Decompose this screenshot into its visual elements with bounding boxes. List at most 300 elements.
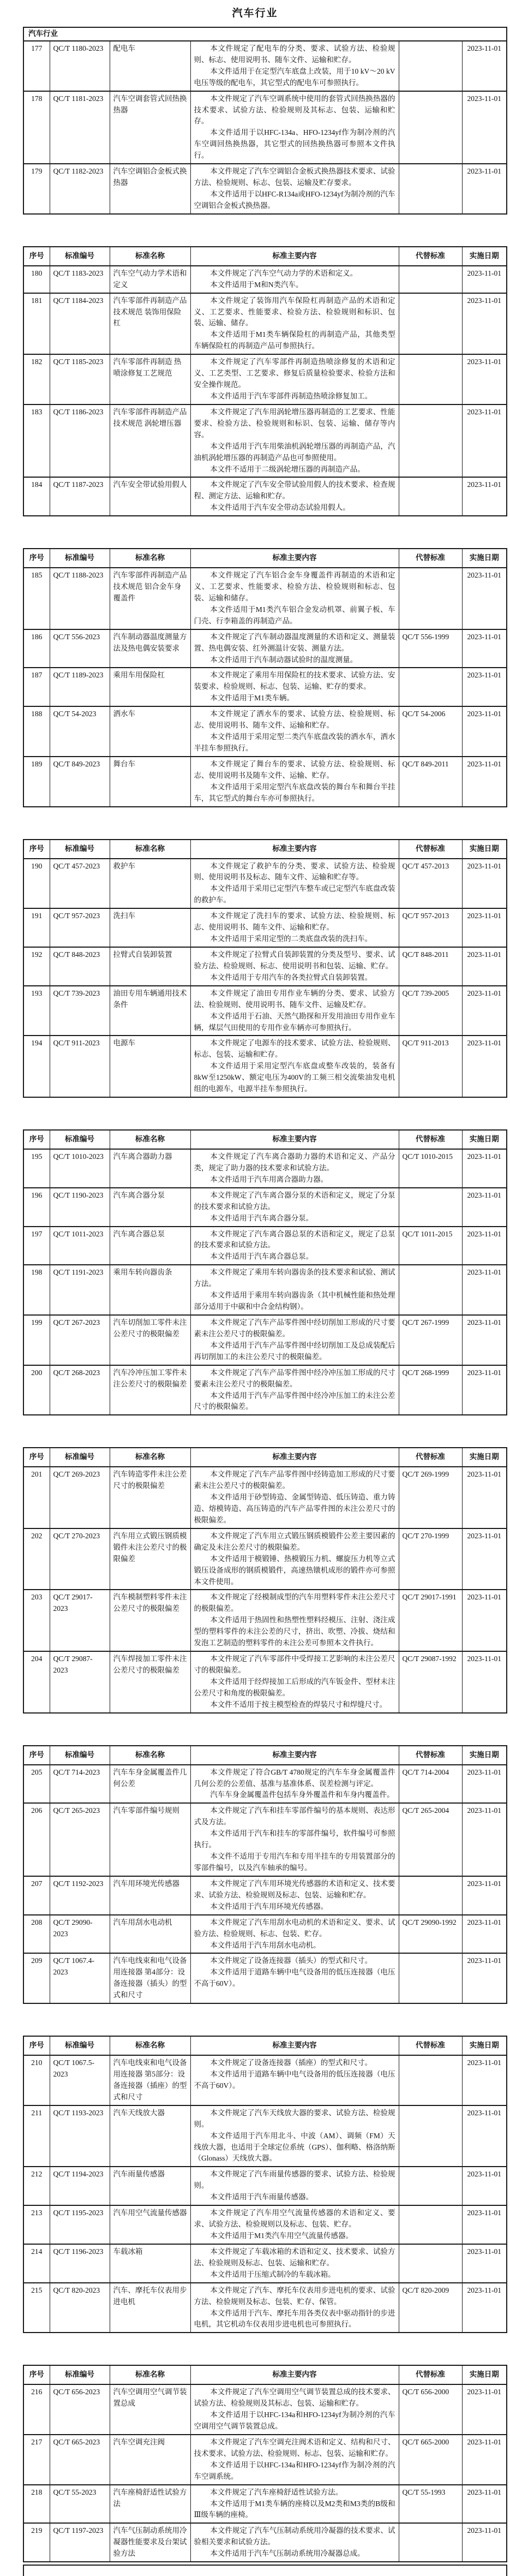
cell-implementation-date: 2023-11-01 (462, 1876, 507, 1915)
cell-standard-name: 汽车用立式锻压钢质模锻件未注公差尺寸的极限偏差 (110, 1528, 190, 1590)
column-header-row (23, 840, 507, 859)
cell-replaced-standard (399, 1953, 462, 2003)
cell-standard-code: QC/T 1185-2023 (50, 354, 110, 404)
cell-main-content (190, 706, 399, 757)
cell-standard-code: QC/T 29087-2023 (50, 1651, 110, 1713)
cell-implementation-date: 2023-11-01 (462, 1590, 507, 1651)
cell-replaced-standard (399, 2105, 462, 2167)
column-header: 代替标准 (399, 1746, 462, 1765)
cell-implementation-date: 2023-11-01 (462, 1265, 507, 1315)
cell-replaced-standard: QC/T 269-1999 (399, 1467, 462, 1528)
content-paragraph: 本文件规定了经模制成型的汽车用塑料零件未注公差尺寸的极限偏差。 (194, 1593, 395, 1613)
content-paragraph: 本文件适用于M1类车辆。 (210, 694, 294, 703)
cell-standard-code: QC/T 739-2023 (50, 986, 110, 1036)
cell-standard-name: 汽车电线束和电气设备用连接器 第5部分：设备连接器（插座）的型式和尺寸 (110, 2055, 190, 2105)
content-paragraph: 本文件规定了洒水车的要求、试验方法、检验规则、标志、使用说明书、随车文件、运输和贮存。 (194, 710, 395, 730)
column-header: 序号 (23, 840, 50, 859)
content-paragraph: 本文件规定了汽车离合器总泵的术语和定义，规定了总泵的技术要求和试验方法。 (194, 1229, 395, 1250)
cell-main-content (190, 908, 399, 947)
content-paragraph: 本文件规定了汽车产品零件图中经冷冲压加工形成的尺寸要素未注公差尺寸的极限偏差。 (194, 1368, 395, 1388)
cell-implementation-date: 2023-11-01 (462, 293, 507, 355)
cell-standard-name: 汽车车身金属覆盖件几何公差 (110, 1765, 190, 1804)
content-paragraph: 本文件规定了救护车的分类、要求、试验方法、检验规则、使用说明书及标志、随车文件、运输和贮存等。 (194, 861, 395, 882)
table-row (23, 1188, 507, 1227)
column-header: 实施日期 (462, 1448, 507, 1467)
cell-implementation-date: 2023-11-01 (462, 1315, 507, 1365)
content-paragraph: 本文件适用于汽车产品零件图中经冷冲压加工的未注公差尺寸的极限偏差。 (194, 1391, 395, 1411)
section-label: 汽车行业 (23, 27, 507, 41)
content-paragraph: 本文件适用于石油、天然气勘探和开发用油田专用作业车辆，煤层气田使用的专用作业车辆亦可参照执行。 (194, 1012, 395, 1032)
cell-serial-number: 196 (23, 1188, 50, 1227)
cell-main-content (190, 1467, 399, 1528)
cell-replaced-standard (399, 477, 462, 516)
content-paragraph: 本文件规定了汽车铝合金车身覆盖件再制造的术语和定义、工艺要求、性能要求、检验方法、检验规则和标志、包装、运输和储存。 (194, 571, 395, 602)
cell-serial-number: 197 (23, 1227, 50, 1265)
cell-serial-number: 218 (23, 2485, 50, 2524)
content-paragraph: 本文件适用于专用汽车的各类拉臂式自装卸装置。 (210, 973, 373, 981)
cell-implementation-date: 2023-11-01 (462, 41, 507, 91)
cell-standard-code: QC/T 265-2023 (50, 1803, 110, 1876)
table-row (23, 2105, 507, 2167)
cell-standard-name: 汽车焊接加工零件未注公差尺寸的极限偏差 (110, 1651, 190, 1713)
cell-replaced-standard: QC/T 656-2000 (399, 2384, 462, 2435)
cell-replaced-standard: QC/T 55-1993 (399, 2485, 462, 2524)
content-paragraph: 本文件规定了汽车离合器助力器的术语和定义、产品分类，规定了助力器的技术要求和试验方法。 (194, 1152, 395, 1172)
table-row (23, 629, 507, 668)
cell-serial-number: 177 (23, 41, 50, 91)
cell-implementation-date: 2023-11-01 (462, 266, 507, 293)
next-table-partial-edge (23, 2565, 507, 2576)
cell-main-content (190, 757, 399, 807)
table-row (23, 2283, 507, 2333)
standards-table (23, 1447, 507, 1713)
content-paragraph: 本文件适用于热固性和热塑性塑料经模压、注射、浇注成型的塑料零件的未注公差的尺寸，挤出、吹塑、冷拔、烧结和发泡工艺制造的塑料零件的未注公差可参照本文件执行。 (194, 1616, 395, 1647)
content-paragraph: 本文件适用于乘用车转向器齿条（其中机械性能和热处理部分适用于中碳和中合金结构钢）。 (194, 1291, 395, 1311)
cell-standard-name: 汽车雨量传感器 (110, 2167, 190, 2205)
column-header: 标准名称 (110, 247, 190, 266)
cell-standard-code: QC/T 957-2023 (50, 908, 110, 947)
cell-serial-number: 206 (23, 1803, 50, 1876)
cell-implementation-date: 2023-11-01 (462, 2205, 507, 2244)
cell-serial-number: 203 (23, 1590, 50, 1651)
column-header: 序号 (23, 1448, 50, 1467)
cell-replaced-standard (399, 568, 462, 629)
column-header: 标准编号 (50, 2036, 110, 2055)
cell-standard-name: 汽车零部件再制造产品技术规范 铝合金车身覆盖件 (110, 568, 190, 629)
cell-implementation-date: 2023-11-01 (462, 1227, 507, 1265)
cell-main-content (190, 859, 399, 909)
content-paragraph: 本文件适用于汽车制动器试验时的温度测量。 (210, 655, 358, 664)
content-paragraph: 本文件规定了汽车零部件中受焊接工艺影响的未注公差尺寸的极限偏差。 (194, 1655, 395, 1675)
table-row (23, 1651, 507, 1713)
cell-implementation-date: 2023-11-01 (462, 947, 507, 986)
cell-standard-name: 汽车模制塑料零件未注公差尺寸的极限偏差 (110, 1590, 190, 1651)
column-header: 标准名称 (110, 2036, 190, 2055)
cell-main-content (190, 986, 399, 1036)
column-header: 标准名称 (110, 1448, 190, 1467)
column-header-row (23, 2036, 507, 2055)
cell-standard-code: QC/T 269-2023 (50, 1467, 110, 1528)
cell-standard-name: 汽车用空气流量传感器 (110, 2205, 190, 2244)
cell-implementation-date: 2023-11-01 (462, 2384, 507, 2435)
table-row (23, 1036, 507, 1097)
cell-implementation-date: 2023-11-01 (462, 757, 507, 807)
cell-standard-code: QC/T 268-2023 (50, 1365, 110, 1415)
content-paragraph: 本文件规定了装饰用汽车保险杠再制造产品的术语和定义、工艺要求、性能要求、检验方法、检验规则和标识、包装、运输、储存。 (194, 296, 395, 328)
cell-main-content (190, 1365, 399, 1415)
cell-standard-code: QC/T 1187-2023 (50, 477, 110, 516)
content-paragraph: 本文件适用于汽车离合器分泵。 (210, 1213, 314, 1222)
cell-implementation-date: 2023-11-01 (462, 1651, 507, 1713)
cell-serial-number: 184 (23, 477, 50, 516)
cell-standard-code: QC/T 29090-2023 (50, 1915, 110, 1954)
cell-standard-name: 汽车用环境光传感器 (110, 1876, 190, 1915)
cell-replaced-standard (399, 668, 462, 706)
cell-serial-number: 178 (23, 91, 50, 164)
cell-serial-number: 219 (23, 2523, 50, 2562)
content-paragraph: 本文件规定了汽车、摩托车仪表用步进电机的要求、试验方法、检验规则及标志、包装、贮存、保管。 (194, 2286, 395, 2306)
cell-standard-code: QC/T 457-2023 (50, 859, 110, 909)
cell-main-content (190, 404, 399, 478)
cell-main-content (190, 1765, 399, 1804)
table-row (23, 859, 507, 909)
content-paragraph: 本文件适用于采用定型二类汽车底盘改装的洒水车，洒水半挂车参照执行。 (194, 733, 395, 753)
cell-main-content (190, 1915, 399, 1954)
cell-standard-code: QC/T 1010-2023 (50, 1149, 110, 1188)
cell-standard-name: 汽车离合器总泵 (110, 1227, 190, 1265)
cell-implementation-date: 2023-11-01 (462, 2244, 507, 2283)
cell-serial-number: 208 (23, 1915, 50, 1954)
column-header: 序号 (23, 2365, 50, 2384)
table-row (23, 1876, 507, 1915)
cell-serial-number: 215 (23, 2283, 50, 2333)
cell-standard-code: QC/T 1186-2023 (50, 404, 110, 478)
cell-replaced-standard: QC/T 820-2009 (399, 2283, 462, 2333)
cell-implementation-date: 2023-11-01 (462, 404, 507, 478)
cell-standard-code: QC/T 1192-2023 (50, 1876, 110, 1915)
cell-main-content (190, 1528, 399, 1590)
content-paragraph: 本文件不适用于按主模型检查的焊装尺寸和焊缝尺寸。 (210, 1700, 387, 1709)
content-paragraph: 本文件适用于以HFC-134a、HFO-1234yf作为制冷剂的汽车空调回热换热器，其它型式的回热换热器可参照本文件执行。 (194, 128, 395, 160)
section-row (23, 27, 507, 41)
cell-replaced-standard (399, 293, 462, 355)
cell-standard-code: QC/T 849-2023 (50, 757, 110, 807)
cell-main-content (190, 568, 399, 629)
content-paragraph: 本文件适用于汽车用环境光传感器。 (210, 1902, 328, 1911)
cell-standard-code: QC/T 1184-2023 (50, 293, 110, 355)
content-paragraph: 本文件适用于以HFC-134a和HFO-1234yf作为制冷剂的汽车空调系统。 (194, 2460, 395, 2480)
cell-main-content (190, 2167, 399, 2205)
cell-serial-number: 216 (23, 2384, 50, 2435)
cell-serial-number: 201 (23, 1467, 50, 1528)
cell-replaced-standard: QC/T 957-2013 (399, 908, 462, 947)
cell-implementation-date: 2023-11-01 (462, 706, 507, 757)
cell-implementation-date: 2023-11-01 (462, 568, 507, 629)
column-header: 代替标准 (399, 549, 462, 568)
cell-standard-name: 汽车零部件再制造产品技术规范 装饰用保险杠 (110, 293, 190, 355)
content-paragraph: 本文件规定了汽车离合器分泵的术语和定义，规定了分泵的技术要求和试验方法。 (194, 1191, 395, 1211)
cell-standard-code: QC/T 1191-2023 (50, 1265, 110, 1315)
column-header: 序号 (23, 549, 50, 568)
cell-replaced-standard: QC/T 556-1999 (399, 629, 462, 668)
cell-serial-number: 194 (23, 1036, 50, 1097)
cell-replaced-standard (399, 354, 462, 404)
table-row (23, 1265, 507, 1315)
content-paragraph: 本文件规定了洗扫车的要求、试验方法、检验规则、标志、使用说明书、随车文件、运输和贮存。 (194, 912, 395, 932)
content-paragraph: 本文件适用于M1类车辆保险杠的再制造产品，其他类型车辆保险杠的再制造产品可参照执行。 (194, 330, 395, 350)
content-paragraph: 本文件适用于采用定型汽车底盘改装的舞台车和舞台半挂车，其它型式的舞台车亦可参照执行。 (194, 782, 395, 802)
cell-main-content (190, 91, 399, 164)
cell-implementation-date: 2023-11-01 (462, 2435, 507, 2485)
column-header: 标准名称 (110, 2365, 190, 2384)
cell-standard-code: QC/T 1188-2023 (50, 568, 110, 629)
cell-serial-number: 202 (23, 1528, 50, 1590)
cell-implementation-date: 2023-11-01 (462, 1528, 507, 1590)
table-row (23, 354, 507, 404)
content-paragraph: 本文件适用于汽车、摩托车用各类仪表中驱动指针的步进电机，其它机动车仪表用步进电机也可参照执行。 (194, 2309, 395, 2329)
column-header: 标准名称 (110, 549, 190, 568)
content-paragraph: 本文件规定了汽车用环境光传感器的术语和定义、技术要求、试验方法、检验规则及标志、包装、运输和贮存。 (194, 1879, 395, 1899)
cell-implementation-date: 2023-11-01 (462, 986, 507, 1036)
cell-serial-number: 185 (23, 568, 50, 629)
cell-replaced-standard (399, 1876, 462, 1915)
cell-standard-code: QC/T 54-2023 (50, 706, 110, 757)
standards-table (23, 2365, 507, 2562)
cell-serial-number: 190 (23, 859, 50, 909)
content-paragraph: 本文件规定了汽车制动器温度测量的术语和定义、测量装置、热电偶安装、红外测温计安装、测量方法。 (194, 632, 395, 652)
cell-replaced-standard: QC/T 270-1999 (399, 1528, 462, 1590)
content-paragraph: 本文件适用于汽车零部件再制造热喷涂修复加工。 (210, 391, 373, 400)
cell-main-content (190, 947, 399, 986)
cell-replaced-standard (399, 2523, 462, 2562)
cell-serial-number: 200 (23, 1365, 50, 1415)
table-row (23, 1149, 507, 1188)
content-paragraph: 本文件规定了汽车用涡轮增压器再制造的工艺要求、性能要求、检验方法、检验规则和标识、包装、运输、储存等内容。 (194, 407, 395, 439)
cell-standard-code: QC/T 1189-2023 (50, 668, 110, 706)
cell-main-content (190, 2205, 399, 2244)
cell-standard-code: QC/T 1183-2023 (50, 266, 110, 293)
column-header: 实施日期 (462, 247, 507, 266)
cell-implementation-date: 2023-11-01 (462, 164, 507, 214)
content-paragraph: 本文件规定了设备连接器（插座）的型式和尺寸。 (210, 2059, 373, 2067)
content-paragraph: 本文件适用于汽车用刮水电动机。 (210, 1941, 321, 1949)
column-header: 代替标准 (399, 1130, 462, 1149)
column-header: 实施日期 (462, 2365, 507, 2384)
column-header: 标准编号 (50, 1130, 110, 1149)
cell-main-content (190, 1188, 399, 1227)
column-header-row (23, 1448, 507, 1467)
cell-standard-name: 汽车空调铝合金板式换热器 (110, 164, 190, 214)
table-row (23, 986, 507, 1036)
cell-standard-code: QC/T 556-2023 (50, 629, 110, 668)
cell-standard-code: QC/T 267-2023 (50, 1315, 110, 1365)
cell-implementation-date: 2023-11-01 (462, 1149, 507, 1188)
column-header-row (23, 1130, 507, 1149)
table-row (23, 164, 507, 214)
table-row (23, 947, 507, 986)
table-row (23, 2205, 507, 2244)
content-paragraph: 本文件适用于汽车雨量传感器。 (210, 2193, 314, 2202)
content-paragraph: 本文件规定了油田专用作业车辆的分类、要求、试验方法、检验规则、使用说明书、随车文件、运输及贮存。 (194, 989, 395, 1009)
cell-implementation-date: 2023-11-01 (462, 477, 507, 516)
cell-implementation-date: 2023-11-01 (462, 1188, 507, 1227)
cell-replaced-standard: QC/T 457-2013 (399, 859, 462, 909)
cell-standard-name: 乘用车转向器齿条 (110, 1265, 190, 1315)
table-row (23, 1467, 507, 1528)
column-header: 标准编号 (50, 1746, 110, 1765)
cell-standard-code: QC/T 1195-2023 (50, 2205, 110, 2244)
cell-standard-name: 汽车离合器分泵 (110, 1188, 190, 1227)
column-header: 代替标准 (399, 2036, 462, 2055)
column-header: 标准编号 (50, 840, 110, 859)
content-paragraph: 本文件规定了汽车安全带试验用假人的技术要求、检查规程、测定方法、运输和贮存。 (194, 480, 395, 501)
cell-standard-code: QC/T 1190-2023 (50, 1188, 110, 1227)
table-row (23, 757, 507, 807)
cell-standard-name: 汽车空调套管式回热换热器 (110, 91, 190, 164)
cell-standard-name: 洒水车 (110, 706, 190, 757)
cell-standard-name: 汽车空调充注阀 (110, 2435, 190, 2485)
cell-serial-number: 214 (23, 2244, 50, 2283)
content-paragraph: 本文件适用于汽车用柴油机涡轮增压器的再制造产品，汽油机涡轮增压器的再制造产品也可参照使用。 (194, 442, 395, 462)
table-row (23, 477, 507, 516)
standards-table (23, 2036, 507, 2333)
column-header: 实施日期 (462, 1130, 507, 1149)
cell-main-content (190, 477, 399, 516)
table-row (23, 404, 507, 478)
cell-replaced-standard (399, 41, 462, 91)
cell-main-content (190, 1651, 399, 1713)
cell-serial-number: 195 (23, 1149, 50, 1188)
cell-standard-name: 汽车气压制动系统用冷凝器性能要求及台架试验方法 (110, 2523, 190, 2562)
cell-main-content (190, 2435, 399, 2485)
table-row (23, 1528, 507, 1590)
cell-implementation-date: 2023-11-01 (462, 1803, 507, 1876)
content-paragraph: 本文件规定了汽车座椅舒适性试验方法。 (210, 2488, 343, 2496)
cell-standard-code: QC/T 656-2023 (50, 2384, 110, 2435)
column-header: 标准主要内容 (190, 2365, 399, 2384)
column-header: 代替标准 (399, 1448, 462, 1467)
table-row (23, 293, 507, 355)
cell-standard-code: QC/T 1067.5-2023 (50, 2055, 110, 2105)
content-paragraph: 本文件适用于M和N类汽车。 (210, 280, 303, 289)
cell-standard-name: 拉臂式自装卸装置 (110, 947, 190, 986)
column-header: 标准主要内容 (190, 549, 399, 568)
cell-replaced-standard: QC/T 665-2000 (399, 2435, 462, 2485)
content-paragraph: 本文件适用于以HFC-R134a或HFO-1234yf为制冷剂的汽车空调铝合金板式换热器。 (194, 189, 395, 210)
cell-main-content (190, 668, 399, 706)
content-paragraph: 本文件规定了汽车空调用空气调节装置总成的技术要求、试验方法、检验规则及其标志、包装、运输和贮存。 (194, 2388, 395, 2408)
content-paragraph: 本文件适用于以HFC-134a和HFO-1234yf为制冷剂的汽车空调用空气调节装置总成。 (194, 2411, 395, 2431)
column-header-row (23, 549, 507, 568)
cell-serial-number: 180 (23, 266, 50, 293)
content-paragraph: 本文件适用于在定型汽车底盘上改装，用于10 kV～20 kV电压等级的配电车，其它型式的配电车可参照执行。 (194, 67, 395, 87)
cell-implementation-date: 2023-11-01 (462, 859, 507, 909)
content-paragraph: 本文件规定了汽车和挂车零部件编号的基本规则、表达形式及方法。 (194, 1806, 395, 1827)
cell-replaced-standard (399, 164, 462, 214)
cell-replaced-standard: QC/T 267-1999 (399, 1315, 462, 1365)
cell-replaced-standard: QC/T 29090-1992 (399, 1915, 462, 1954)
cell-standard-name: 汽车离合器助力器 (110, 1149, 190, 1188)
content-paragraph: 本文件规定了汽车气压制动系统用冷凝器的技术要求、试验相关要求和试验方法。 (194, 2526, 395, 2547)
table-row (23, 1765, 507, 1804)
table-row (23, 568, 507, 629)
cell-replaced-standard: QC/T 29017-1991 (399, 1590, 462, 1651)
cell-replaced-standard (399, 1188, 462, 1227)
cell-main-content (190, 1265, 399, 1315)
cell-standard-code: QC/T 1067.4-2023 (50, 1953, 110, 2003)
cell-main-content (190, 1036, 399, 1097)
cell-serial-number: 205 (23, 1765, 50, 1804)
cell-main-content (190, 2384, 399, 2435)
table-row (23, 1803, 507, 1876)
cell-replaced-standard: QC/T 848-2011 (399, 947, 462, 986)
cell-main-content (190, 2485, 399, 2524)
cell-standard-code: QC/T 55-2023 (50, 2485, 110, 2524)
cell-serial-number: 183 (23, 404, 50, 478)
cell-standard-name: 汽车空气动力学术语和定义 (110, 266, 190, 293)
cell-replaced-standard (399, 266, 462, 293)
cell-standard-code: QC/T 29017-2023 (50, 1590, 110, 1651)
table-row (23, 2523, 507, 2562)
content-paragraph: 本文件规定了设备连接器（插头）的型式和尺寸。 (210, 1956, 373, 1965)
cell-main-content (190, 2244, 399, 2283)
content-paragraph: 本文件适用于汽车用离合器助力器。 (210, 1175, 328, 1183)
content-paragraph: 本文件规定了配电车的分类、要求、试验方法、检验规则、标志、使用说明书、随车文件、运输和贮存。 (194, 44, 395, 64)
cell-main-content (190, 293, 399, 355)
cell-replaced-standard (399, 2244, 462, 2283)
table-row (23, 1953, 507, 2003)
cell-replaced-standard: QC/T 54-2006 (399, 706, 462, 757)
content-paragraph: 本文件规定了乘用车用保险杠的技术要求、试验方法、安装要求、检验规则、标志、包装、运输、贮存的要求。 (194, 671, 395, 691)
content-paragraph: 本文件规定了电源车的技术要求、试验方法、检验规则、标志、包装、运输和贮存。 (194, 1039, 395, 1059)
table-row (23, 706, 507, 757)
cell-standard-code: QC/T 270-2023 (50, 1528, 110, 1590)
cell-serial-number: 204 (23, 1651, 50, 1713)
table-row (23, 1365, 507, 1415)
content-paragraph: 本文件适用于压缩式制冷的车载冰箱。 (210, 2270, 335, 2278)
cell-standard-name: 汽车切削加工零件未注公差尺寸的极限偏差 (110, 1315, 190, 1365)
cell-serial-number: 199 (23, 1315, 50, 1365)
cell-implementation-date: 2023-11-01 (462, 908, 507, 947)
column-header: 实施日期 (462, 549, 507, 568)
content-paragraph: 本文件适用于汽车用北斗、中波（AM）、调频（FM）天线放大器，也适用于全球定位系统（GPS）、伽利略、格洛纳斯（Glonass）天线放大器。 (194, 2131, 395, 2163)
cell-standard-code: QC/T 911-2023 (50, 1036, 110, 1097)
column-header: 代替标准 (399, 840, 462, 859)
content-paragraph: 本文件适用于汽车安全带动态试验用假人。 (210, 503, 350, 512)
cell-standard-code: QC/T 1194-2023 (50, 2167, 110, 2205)
cell-implementation-date: 2023-11-01 (462, 354, 507, 404)
table-row (23, 908, 507, 947)
page-title: 汽车行业 (232, 8, 278, 19)
cell-serial-number: 188 (23, 706, 50, 757)
cell-standard-name: 汽车铸造零件未注公差尺寸的极限偏差 (110, 1467, 190, 1528)
content-paragraph: 本文件适用于汽车离合器总泵。 (210, 1252, 314, 1261)
content-paragraph: 本文件规定了汽车雨量传感器的要求、试验方法、检验规则。 (194, 2170, 395, 2190)
cell-standard-name: 汽车零部件再制造产品技术规范 涡轮增压器 (110, 404, 190, 478)
cell-implementation-date: 2023-11-01 (462, 2167, 507, 2205)
cell-standard-name: 汽车安全带试验用假人 (110, 477, 190, 516)
content-paragraph: 本文件规定了汽车空调铝合金板式换热器技术要求、试验方法、检验规则、标志、包装、运输及贮存要求。 (194, 167, 395, 187)
cell-serial-number: 191 (23, 908, 50, 947)
column-header: 代替标准 (399, 2365, 462, 2384)
cell-serial-number: 189 (23, 757, 50, 807)
cell-replaced-standard (399, 91, 462, 164)
cell-replaced-standard: QC/T 714-2004 (399, 1765, 462, 1804)
cell-main-content (190, 2105, 399, 2167)
cell-main-content (190, 2055, 399, 2105)
cell-standard-code: QC/T 1182-2023 (50, 164, 110, 214)
table-row (23, 1915, 507, 1954)
